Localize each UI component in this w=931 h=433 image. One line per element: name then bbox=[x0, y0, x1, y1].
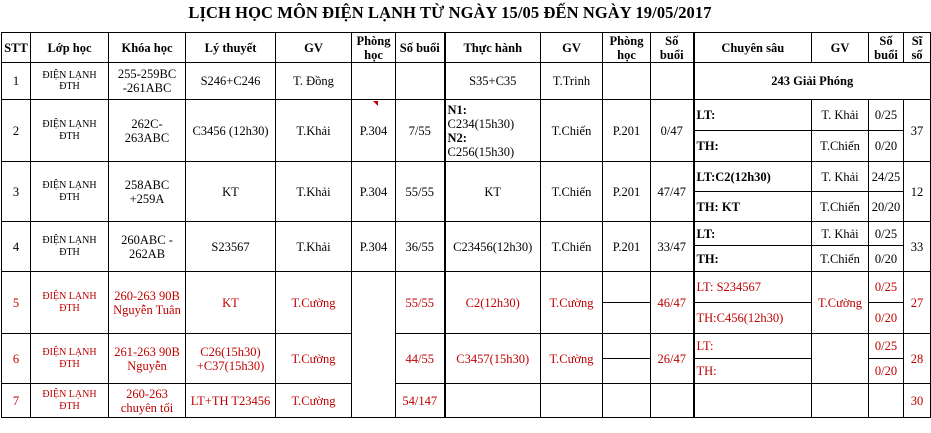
cell-phong-lt: P.304 bbox=[352, 222, 396, 272]
cell-thuc-hanh: C2(12h30) bbox=[445, 272, 541, 334]
cell-cs-th: TH: bbox=[694, 131, 812, 162]
cell-cs-gv bbox=[812, 384, 869, 418]
header-so-buoi-cs: Số buổi bbox=[869, 33, 904, 63]
cell-cs-so-buoi bbox=[869, 384, 904, 418]
cell-stt: 2 bbox=[2, 100, 31, 162]
cell-so-buoi-lt: 55/55 bbox=[396, 272, 445, 334]
cell-gv-th: T.Chiến bbox=[541, 162, 603, 222]
cell-cs-th: TH:C456(12h30) bbox=[694, 303, 812, 334]
cell-stt: 1 bbox=[2, 63, 31, 100]
cell-ly-thuyet: LT+TH T23456 bbox=[186, 384, 276, 418]
table-row bbox=[2, 334, 931, 359]
cell-so-buoi-th: 47/47 bbox=[651, 162, 694, 222]
cell-ly-thuyet: S23567 bbox=[186, 222, 276, 272]
cell-khoa: 260-263 chuyên tối bbox=[109, 384, 186, 418]
group-n1-label: N1: bbox=[447, 102, 467, 117]
cell-so-buoi-lt: 44/55 bbox=[396, 334, 445, 384]
page-title: LỊCH HỌC MÔN ĐIỆN LẠNH TỪ NGÀY 15/05 ĐẾN NGÀY 19/05/2017 bbox=[188, 3, 712, 22]
cell-so-buoi-th: 0/47 bbox=[651, 100, 694, 162]
header-stt: STT bbox=[2, 33, 31, 63]
cell-so-buoi-th bbox=[651, 63, 694, 100]
cell-khoa: 262C-263ABC bbox=[109, 100, 186, 162]
cell-phong-lt bbox=[352, 63, 396, 100]
cell-phong-lt-merged bbox=[352, 272, 396, 418]
cell-so-buoi-th: 26/47 bbox=[651, 334, 694, 384]
cell-lop: ĐIỆN LẠNH ĐTH bbox=[31, 63, 109, 100]
cell-cs-lt: LT: bbox=[694, 334, 812, 359]
group-n2-schedule: C256(15h30) bbox=[447, 144, 515, 159]
cell-si-so: 28 bbox=[904, 334, 931, 384]
table-row bbox=[2, 384, 931, 417]
cell-cs-lt: LT: bbox=[694, 100, 812, 131]
cell-phong-th: P.201 bbox=[603, 162, 651, 222]
cell-cs-gv bbox=[812, 334, 869, 384]
group-n2-label: N2: bbox=[447, 130, 467, 145]
cell-so-buoi-lt: 7/55 bbox=[396, 100, 445, 162]
cell-gv-th: T.Cường bbox=[541, 334, 603, 384]
cell-stt: 7 bbox=[2, 384, 31, 418]
cell-stt: 5 bbox=[2, 272, 31, 334]
cell-lop: ĐIỆN LẠNH ĐTH bbox=[31, 100, 109, 162]
cell-gv-th: T.Cường bbox=[541, 272, 603, 334]
cell-cs-lt-gv: T. Khải bbox=[812, 100, 869, 131]
header-so-buoi-th: Số buổi bbox=[651, 33, 694, 63]
header-phong-th: Phòng học bbox=[603, 33, 651, 63]
header-chuyen-sau: Chuyên sâu bbox=[694, 33, 812, 63]
cell-gv-lt: T.Khải bbox=[276, 222, 352, 272]
cell-phong-th bbox=[603, 334, 651, 359]
schedule-table bbox=[1, 32, 931, 418]
cell-khoa: 255-259BC -261ABC bbox=[109, 63, 186, 100]
cell-lop: ĐIỆN LẠNH ĐTH bbox=[31, 162, 109, 222]
cell-si-so: 30 bbox=[904, 384, 931, 418]
cell-cs-th-so-buoi: 0/20 bbox=[869, 131, 904, 162]
cell-cs-lt-so-buoi: 0/25 bbox=[869, 272, 904, 303]
cell-si-so: 33 bbox=[904, 222, 931, 272]
cell-gv-th bbox=[541, 384, 603, 418]
cell-so-buoi-th: 46/47 bbox=[651, 272, 694, 334]
cell-cs-lt: LT:C2(12h30) bbox=[694, 162, 812, 192]
cell-so-buoi-th: 33/47 bbox=[651, 222, 694, 272]
cell-cs-th: TH: bbox=[694, 359, 812, 384]
cell-cs-th-gv: T.Chiến bbox=[812, 246, 869, 272]
cell-so-buoi-th bbox=[651, 384, 694, 418]
cell-stt: 3 bbox=[2, 162, 31, 222]
cell-cs-th-gv: T.Chiến bbox=[812, 131, 869, 162]
cell-so-buoi-lt bbox=[396, 63, 445, 100]
cell-phong-th bbox=[603, 359, 651, 384]
cell-thuc-hanh: C23456(12h30) bbox=[445, 222, 541, 272]
header-gv-th: GV bbox=[541, 33, 603, 63]
cell-cs-th: TH: KT bbox=[694, 192, 812, 222]
cell-cs-lt-so-buoi: 0/25 bbox=[869, 222, 904, 246]
header-khoa-hoc: Khóa học bbox=[109, 33, 186, 63]
cell-thuc-hanh: C3457(15h30) bbox=[445, 334, 541, 384]
cell-ly-thuyet: C3456 (12h30) bbox=[186, 100, 276, 162]
cell-cs-th-so-buoi: 20/20 bbox=[869, 192, 904, 222]
cell-cs-lt-so-buoi: 24/25 bbox=[869, 162, 904, 192]
cell-phong-th: P.201 bbox=[603, 222, 651, 272]
cell-gv-th: T.Trinh bbox=[541, 63, 603, 100]
header-si-so: Sĩ số bbox=[904, 33, 931, 63]
cell-ly-thuyet: C26(15h30) +C37(15h30) bbox=[186, 334, 276, 384]
cell-so-buoi-lt: 55/55 bbox=[396, 162, 445, 222]
cell-khoa: 260-263 90B Nguyễn Tuân bbox=[109, 272, 186, 334]
cell-cs-lt-gv: T. Khải bbox=[812, 222, 869, 246]
cell-cs-lt-so-buoi: 0/25 bbox=[869, 100, 904, 131]
cell-so-buoi-lt: 54/147 bbox=[396, 384, 445, 418]
cell-khoa: 258ABC +259A bbox=[109, 162, 186, 222]
cell-gv-lt: T.Cường bbox=[276, 334, 352, 384]
cell-cs-th: TH: bbox=[694, 246, 812, 272]
cell-phong-th: P.201 bbox=[603, 100, 651, 162]
table-row bbox=[2, 222, 931, 246]
cell-cs-lt-gv: T. Khải bbox=[812, 162, 869, 192]
cell-si-so: 27 bbox=[904, 272, 931, 334]
cell-lop: ĐIỆN LẠNH ĐTH bbox=[31, 334, 109, 384]
cell-gv-lt: T. Đồng bbox=[276, 63, 352, 100]
cell-gv-lt: T.Khải bbox=[276, 100, 352, 162]
table-row bbox=[2, 63, 931, 100]
cell-cs-gv: T.Cường bbox=[812, 272, 869, 334]
cell-phong-th bbox=[603, 272, 651, 303]
cell-phong-lt: P.304 bbox=[352, 100, 396, 162]
cell-cs-th-so-buoi: 0/20 bbox=[869, 359, 904, 384]
cell-thuc-hanh bbox=[445, 384, 541, 418]
cell-stt: 4 bbox=[2, 222, 31, 272]
cell-chuyen-sau-location: 243 Giải Phóng bbox=[694, 63, 931, 100]
cell-cs-lt-so-buoi: 0/25 bbox=[869, 334, 904, 359]
cell-thuc-hanh: KT bbox=[445, 162, 541, 222]
cell-phong-th bbox=[603, 303, 651, 334]
cell-ly-thuyet: KT bbox=[186, 272, 276, 334]
header-so-buoi-lt: Số buổi bbox=[396, 33, 445, 63]
table-row bbox=[2, 100, 931, 131]
cell-phong-th bbox=[603, 384, 651, 418]
cell-khoa: 261-263 90B Nguyễn bbox=[109, 334, 186, 384]
cell-phong-lt: P.304 bbox=[352, 162, 396, 222]
cell-phong-th bbox=[603, 63, 651, 100]
table-row bbox=[2, 162, 931, 192]
cell-gv-lt: T.Cường bbox=[276, 272, 352, 334]
cell-lop: ĐIỆN LẠNH ĐTH bbox=[31, 222, 109, 272]
cell-gv-lt: T.Khải bbox=[276, 162, 352, 222]
header-row bbox=[2, 33, 931, 63]
cell-gv-th: T.Chiến bbox=[541, 100, 603, 162]
cell-si-so: 37 bbox=[904, 100, 931, 162]
cell-lop: ĐIỆN LẠNH ĐTH bbox=[31, 384, 109, 418]
cell-si-so: 12 bbox=[904, 162, 931, 222]
comment-marker-icon bbox=[373, 101, 378, 106]
cell-ly-thuyet: KT bbox=[186, 162, 276, 222]
cell-ly-thuyet: S246+C246 bbox=[186, 63, 276, 100]
cell-cs-th-so-buoi: 0/20 bbox=[869, 303, 904, 334]
cell-cs-lt bbox=[694, 384, 812, 418]
cell-cs-th-gv: T.Chiến bbox=[812, 192, 869, 222]
group-n1-schedule: C234(15h30) bbox=[447, 116, 515, 131]
cell-cs-th-so-buoi: 0/20 bbox=[869, 246, 904, 272]
table-row bbox=[2, 272, 931, 303]
cell-khoa: 260ABC - 262AB bbox=[109, 222, 186, 272]
cell-so-buoi-lt: 36/55 bbox=[396, 222, 445, 272]
header-gv-cs: GV bbox=[812, 33, 869, 63]
header-gv-lt: GV bbox=[276, 33, 352, 63]
cell-gv-lt: T.Cường bbox=[276, 384, 352, 418]
cell-gv-th: T.Chiến bbox=[541, 222, 603, 272]
cell-thuc-hanh: S35+C35 bbox=[445, 63, 541, 100]
cell-lop: ĐIỆN LẠNH ĐTH bbox=[31, 272, 109, 334]
cell-stt: 6 bbox=[2, 334, 31, 384]
cell-cs-lt: LT: bbox=[694, 222, 812, 246]
header-thuc-hanh: Thực hành bbox=[445, 33, 541, 63]
header-phong-lt: Phòng học bbox=[352, 33, 396, 63]
header-ly-thuyet: Lý thuyết bbox=[186, 33, 276, 63]
header-lop-hoc: Lớp học bbox=[31, 33, 109, 63]
cell-thuc-hanh bbox=[445, 100, 541, 162]
cell-cs-lt: LT: S234567 bbox=[694, 272, 812, 303]
